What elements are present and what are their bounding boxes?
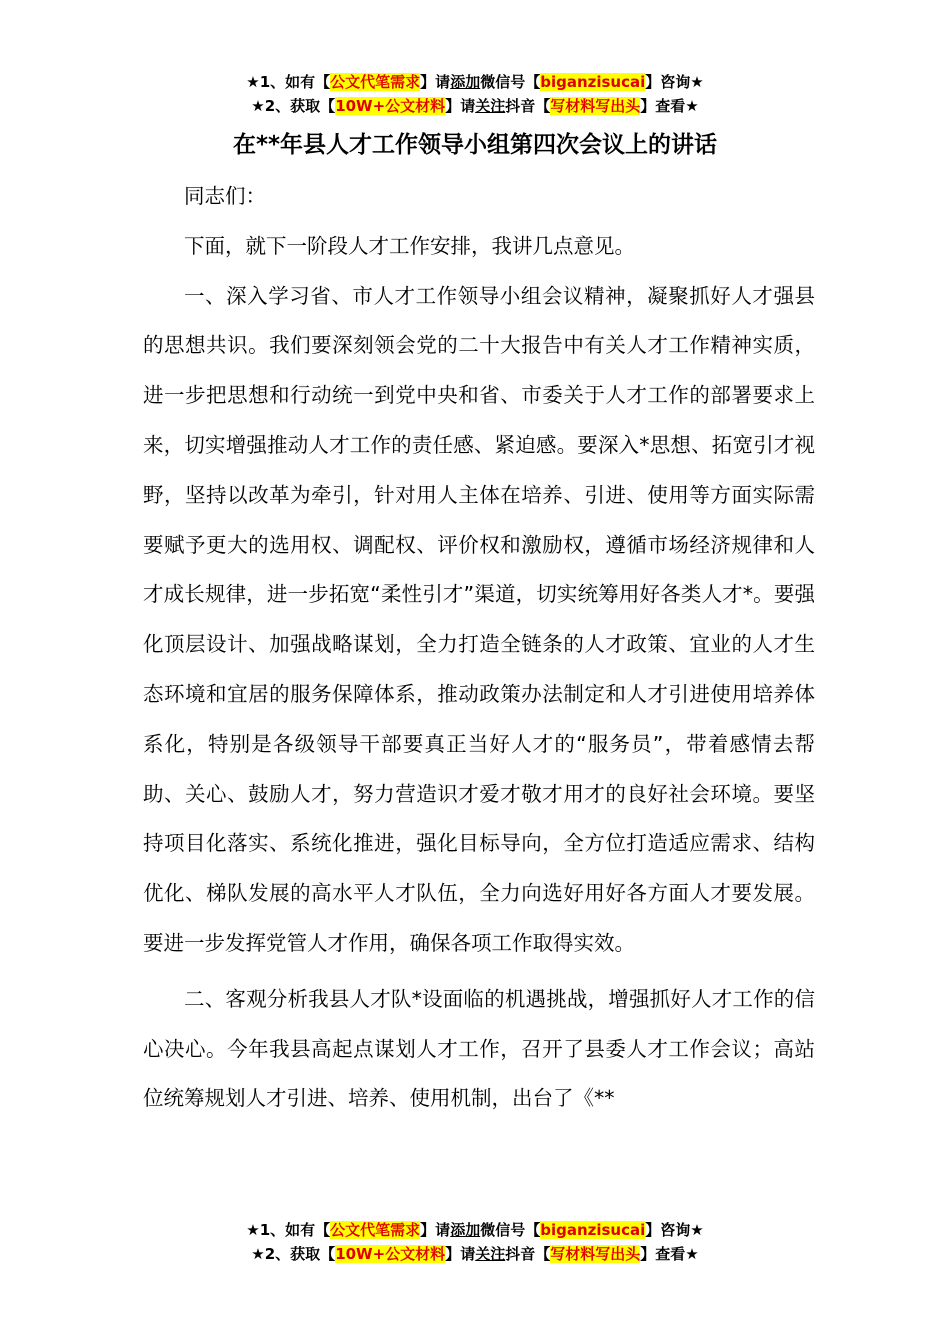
paragraph-section-1: 一、深入学习省、市人才工作领导小组会议精神，凝聚抓好人才强县的思想共识。我们要深刻领会党的二十大报告中有关人才工作精神实质，进一步把思想和行动统一到党中央和省、市委关于人才工作的部署要求上来，切实增强推动人才工作的责任感、紧迫感。要深入*思想、拓宽引才视野，坚持以改革为牵引，针对用人主体在培养、引进、使用等方面实际需要赋予更大的选用权、调配权、评价权和激励权，遵循市场经济规律和人才成长规律，进一步拓宽“柔性引才”渠道，切实统筹用好各类人才*。要强化顶层设计、加强战略谋划，全力打造全链条的人才政策、宜业的人才生态环境和宜居的服务保障体系，推动政策办法制定和人才引进使用培养体系化，特别是各级领导干部要真正当好人才的“服务员”，带着感情去帮助、关心、鼓励人才，努力营造识才爱才敬才用才的良好社会环境。要坚持项目化落实、系统化推进，强化目标导向，全方位打造适应需求、结构优化、梯队发展的高水平人才队伍，全力向选好用好各方面人才要发展。要进一步发挥党管人才作用，确保各项工作取得实效。 [143,283,815,955]
star-icon: ★ [246,73,260,91]
highlight-douyin-id: 写材料写出头 [550,1245,641,1263]
paragraph-intro: 下面，就下一阶段人才工作安排，我讲几点意见。 [184,233,635,258]
star-icon: ★ [246,1221,260,1239]
highlight-wechat-id: biganzisucai [540,73,646,91]
document-body [143,172,815,1124]
banner-line-2: ★2、获取【10W+公文材料】请关注抖音【写材料写出头】查看★ [251,97,699,115]
highlight-douyin-id: 写材料写出头 [550,97,641,115]
banner-line-2: ★2、获取【10W+公文材料】请关注抖音【写材料写出头】查看★ [251,1245,699,1263]
star-icon: ★ [251,97,265,115]
banner-line-1: ★1、如有【公文代笔需求】请添加微信号【biganzisucai】咨询★ [246,73,704,91]
highlight-service: 公文代笔需求 [330,1221,421,1239]
highlight-service: 公文代笔需求 [330,73,421,91]
underline-follow: 关注 [475,97,506,115]
underline-add: 添加 [450,1221,481,1239]
highlight-wechat-id: biganzisucai [540,1221,646,1239]
underline-add: 添加 [450,73,481,91]
paragraph-section-2: 二、客观分析我县人才队*设面临的机遇挑战，增强抓好人才工作的信心决心。今年我县高起点谋划人才工作，召开了县委人才工作会议；高站位统筹规划人才引进、培养、使用机制，出台了《** [143,986,815,1111]
footer-banner [0,1218,950,1266]
salutation: 同志们： [184,184,266,208]
underline-follow: 关注 [475,1245,506,1263]
header-banner [0,70,950,118]
banner-line-1: ★1、如有【公文代笔需求】请添加微信号【biganzisucai】咨询★ [246,1221,704,1239]
highlight-materials: 10W+公文材料 [335,1245,446,1263]
document-title: 在**年县人才工作领导小组第四次会议上的讲话 [232,132,718,158]
highlight-materials: 10W+公文材料 [335,97,446,115]
star-icon: ★ [251,1245,265,1263]
